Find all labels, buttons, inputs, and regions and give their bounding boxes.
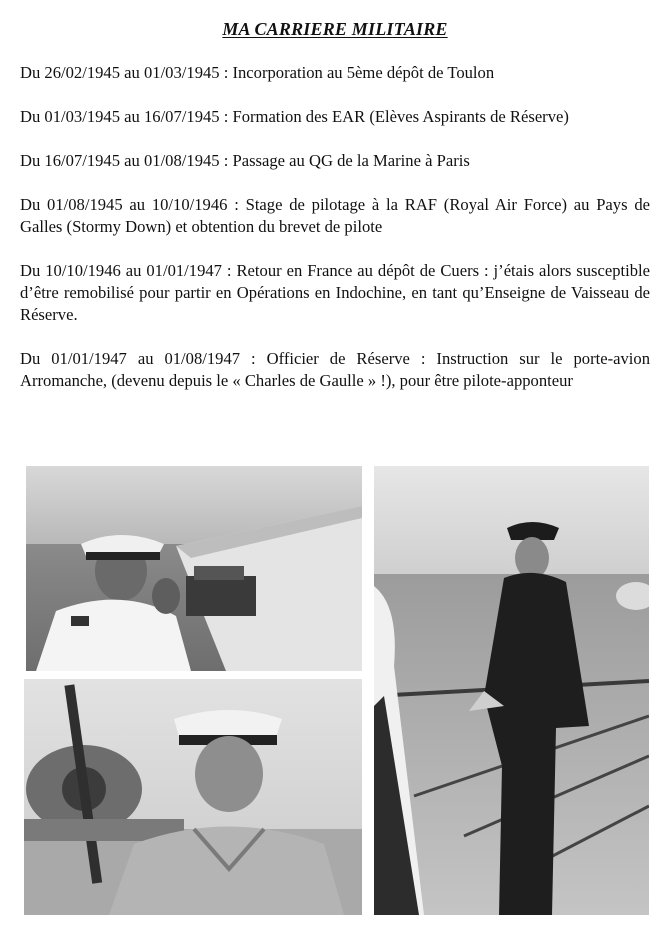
page-title: MA CARRIERE MILITAIRE <box>222 19 448 39</box>
career-entry: Du 16/07/1945 au 01/08/1945 : Passage au QG de la Marine à Paris <box>20 151 470 170</box>
career-entry: Du 01/01/1947 au 01/08/1947 : Officier de Réserve : Instruction sur le porte-avion Arromanche, (devenu depuis le « Charles de Gaulle » !), pour être pilote-apponteur <box>20 349 650 390</box>
photo-officer-deck <box>374 466 649 915</box>
career-entry: Du 10/10/1946 au 01/01/1947 : Retour en France au dépôt de Cuers : j’étais alors susceptible d’être remobilisé pour partir en Opérations en Indochine, en tant qu’Enseigne de Vaisseau de Réserve. <box>20 261 650 324</box>
photo-officer-aircraft <box>24 679 362 915</box>
photo-officer-white-uniform <box>26 466 362 671</box>
career-entries <box>20 62 650 414</box>
career-entry: Du 26/02/1945 au 01/03/1945 : Incorporation au 5ème dépôt de Toulon <box>20 63 495 82</box>
career-entry: Du 01/03/1945 au 16/07/1945 : Formation des EAR (Elèves Aspirants de Réserve) <box>20 107 569 126</box>
career-entry: Du 01/08/1945 au 10/10/1946 : Stage de pilotage à la RAF (Royal Air Force) au Pays de Galles (Stormy Down) et obtention du brevet de pilote <box>20 195 650 236</box>
